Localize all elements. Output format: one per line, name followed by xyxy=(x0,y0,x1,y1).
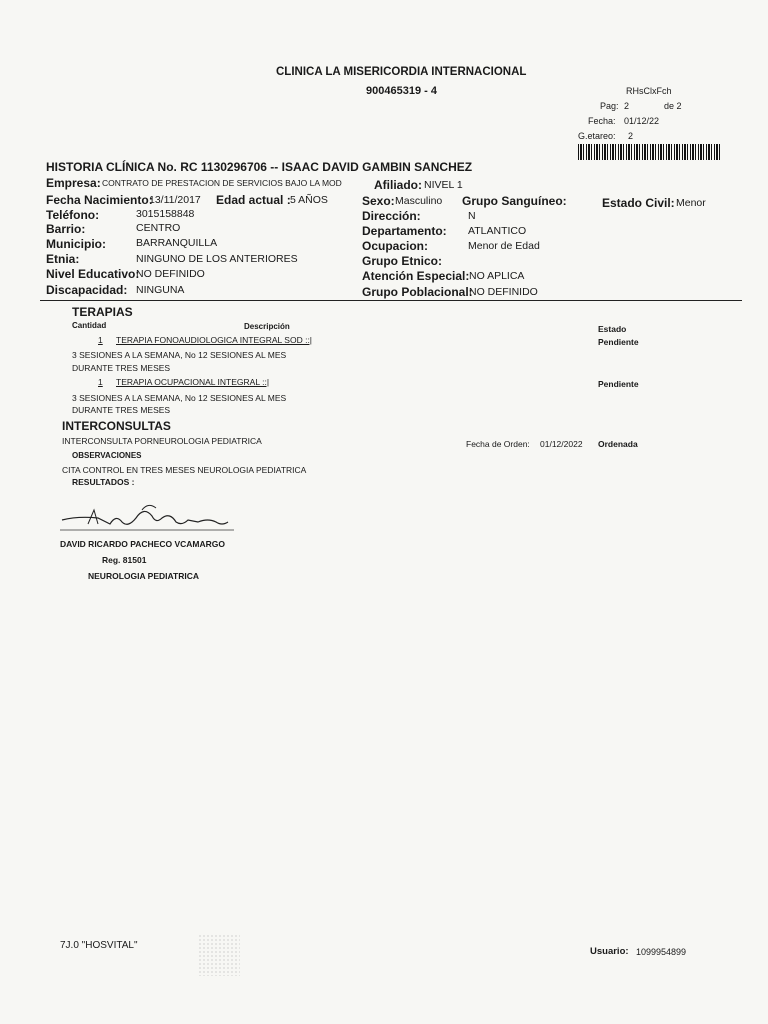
therapy-1-note-1: 3 SESIONES A LA SEMANA, No 12 SESIONES AL MES xyxy=(72,350,287,360)
quantity-column-header: Cantidad xyxy=(72,321,107,330)
population-group-value: NO DEFINIDO xyxy=(469,286,538,298)
therapy-1-description: TERAPIA FONOAUDIOLOGICA INTEGRAL SOD ::| xyxy=(116,335,313,345)
scan-smudge xyxy=(198,934,240,976)
user-value: 1099954899 xyxy=(636,947,687,957)
page-number: 2 xyxy=(624,101,630,111)
sex-label: Sexo: xyxy=(362,194,395,208)
municipality-label: Municipio: xyxy=(46,237,106,251)
barrio-label: Barrio: xyxy=(46,222,86,236)
user-label: Usuario: xyxy=(590,946,629,957)
consultation-item: INTERCONSULTA PORNEUROLOGIA PEDIATRICA xyxy=(62,436,262,446)
education-value: NO DEFINIDO xyxy=(136,268,205,280)
address-value: N xyxy=(468,210,476,222)
therapy-1-qty: 1 xyxy=(98,335,103,345)
section-divider xyxy=(40,300,742,301)
blood-group-label: Grupo Sanguíneo: xyxy=(462,194,567,208)
clinical-history-title: HISTORIA CLÍNICA No. RC 1130296706 -- ISAAC DAVID GAMBIN SANCHEZ xyxy=(46,160,473,174)
age-label: Edad actual : xyxy=(216,193,291,207)
etareo-label: G.etareo: xyxy=(578,131,616,141)
address-label: Dirección: xyxy=(362,209,421,223)
sex-value: Masculino xyxy=(395,195,443,207)
empresa-value: CONTRATO DE PRESTACION DE SERVICIOS BAJO LA MOD xyxy=(102,178,342,188)
department-label: Departamento: xyxy=(362,224,447,238)
clinic-nit: 900465319 - 4 xyxy=(366,85,437,97)
empresa-label: Empresa: xyxy=(46,176,101,190)
description-column-header: Descripción xyxy=(244,322,290,331)
consultation-status: Ordenada xyxy=(598,439,638,449)
date-label: Fecha: xyxy=(588,116,616,126)
etareo-value: 2 xyxy=(628,131,634,141)
civil-status-value: Menor xyxy=(676,197,706,209)
order-date-label: Fecha de Orden: xyxy=(466,439,530,449)
therapy-2-status: Pendiente xyxy=(598,379,639,389)
page-total: de 2 xyxy=(664,101,682,111)
special-care-value: NO APLICA xyxy=(469,270,525,282)
ethnicity-label: Etnia: xyxy=(46,252,80,266)
doctor-signature xyxy=(58,500,238,536)
phone-label: Teléfono: xyxy=(46,208,100,222)
population-group-label: Grupo Poblacional: xyxy=(362,285,473,299)
birthdate-label: Fecha Nacimiento: xyxy=(46,193,153,207)
ethnicity-value: NINGUNO DE LOS ANTERIORES xyxy=(136,253,298,265)
therapy-1-status: Pendiente xyxy=(598,337,639,347)
doctor-registration: Reg. 81501 xyxy=(102,555,147,565)
results-heading: RESULTADOS : xyxy=(72,477,135,487)
phone-value: 3015158848 xyxy=(136,208,195,220)
special-care-label: Atención Especial: xyxy=(362,269,470,283)
doctor-specialty: NEUROLOGIA PEDIATRICA xyxy=(88,571,199,581)
age-value: 5 AÑOS xyxy=(290,194,328,206)
occupation-value: Menor de Edad xyxy=(468,240,540,252)
disability-value: NINGUNA xyxy=(136,284,185,296)
civil-status-label: Estado Civil: xyxy=(602,196,675,210)
afiliado-value: NIVEL 1 xyxy=(424,179,463,191)
birthdate-value: 13/11/2017 xyxy=(149,194,201,206)
observations-text: CITA CONTROL EN TRES MESES NEUROLOGIA PEDIATRICA xyxy=(62,465,307,475)
therapy-2-description: TERAPIA OCUPACIONAL INTEGRAL ::| xyxy=(116,377,270,387)
therapy-2-note-1: 3 SESIONES A LA SEMANA, No 12 SESIONES AL MES xyxy=(72,393,287,403)
afiliado-label: Afiliado: xyxy=(374,178,422,192)
education-label: Nivel Educativo: xyxy=(46,267,140,281)
department-value: ATLANTICO xyxy=(468,225,527,237)
observations-heading: OBSERVACIONES xyxy=(72,451,142,460)
clinic-name: CLINICA LA MISERICORDIA INTERNACIONAL xyxy=(276,66,527,78)
report-code: RHsClxFch xyxy=(626,86,672,96)
occupation-label: Ocupacion: xyxy=(362,239,429,253)
therapy-2-qty: 1 xyxy=(98,377,103,387)
barrio-value: CENTRO xyxy=(136,222,181,234)
barcode-image xyxy=(578,144,720,160)
therapies-heading: TERAPIAS xyxy=(72,305,133,319)
order-date-value: 01/12/2022 xyxy=(540,439,583,449)
doctor-name: DAVID RICARDO PACHECO VCAMARGO xyxy=(60,539,225,549)
therapy-1-note-2: DURANTE TRES MESES xyxy=(72,363,171,373)
consultations-heading: INTERCONSULTAS xyxy=(62,419,171,433)
date-value: 01/12/22 xyxy=(624,116,660,126)
municipality-value: BARRANQUILLA xyxy=(136,237,218,249)
system-name: 7J.0 "HOSVITAL" xyxy=(60,940,138,951)
therapy-2-note-2: DURANTE TRES MESES xyxy=(72,405,171,415)
disability-label: Discapacidad: xyxy=(46,283,128,297)
ethnic-group-label: Grupo Etnico: xyxy=(362,254,442,268)
status-column-header: Estado xyxy=(598,324,627,334)
page-label: Pag: xyxy=(600,101,619,111)
